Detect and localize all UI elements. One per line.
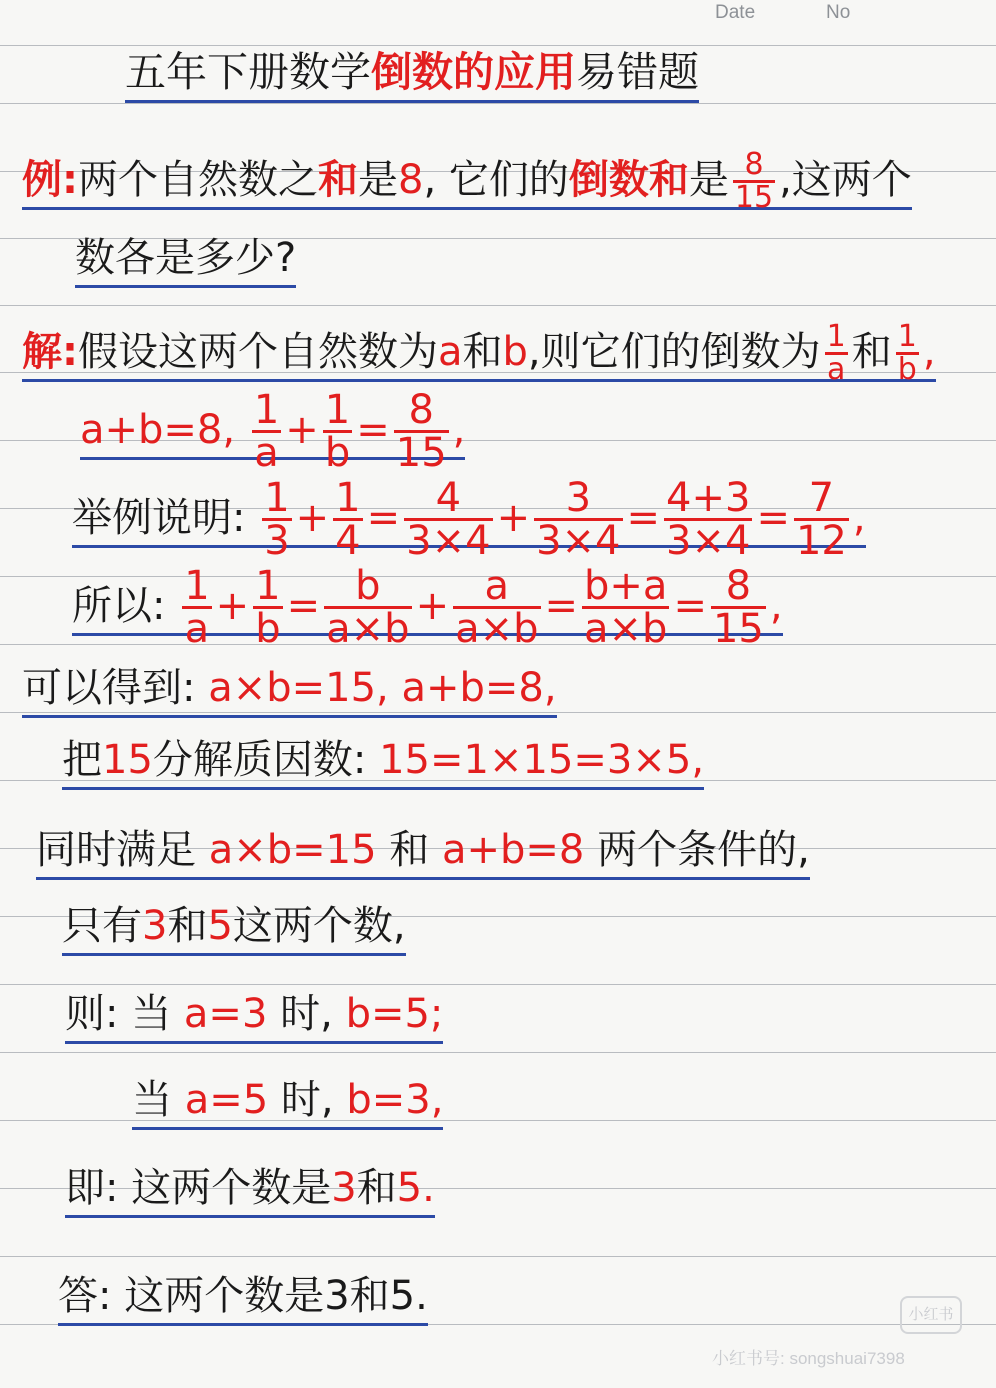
fraction-numerator: 1 <box>255 563 281 609</box>
fraction-denominator: b <box>323 430 352 473</box>
page-title <box>125 48 699 96</box>
reciprocal-b <box>896 319 919 387</box>
solution-text: 把 <box>62 737 102 783</box>
fraction-denominator: 12 <box>795 518 847 564</box>
case-a-value: a=3 <box>183 991 268 1037</box>
operator: = <box>286 582 321 629</box>
question-text: 两个自然数之 <box>78 156 318 203</box>
solution-text: 时, <box>280 991 333 1037</box>
operator: = <box>366 494 401 541</box>
fraction <box>252 387 281 476</box>
case-a-value: a=5 <box>184 1077 269 1123</box>
fraction <box>711 563 766 652</box>
watermark-id-text: 小红书号: songshuai7398 <box>712 1349 905 1368</box>
answer-line <box>58 1273 428 1319</box>
question-sum-value: 8 <box>398 156 424 203</box>
number-3: 3 <box>142 903 168 949</box>
operator: = <box>626 494 661 541</box>
fraction-denominator: b <box>896 352 919 385</box>
fraction-numerator: 1 <box>253 387 280 433</box>
question-highlight-sum: 和 <box>318 156 358 203</box>
fraction-numerator: a <box>484 563 510 609</box>
solution-text: 则: 当 <box>65 991 172 1037</box>
solution-text: 和 <box>167 903 208 949</box>
question-fraction <box>733 147 775 215</box>
fraction-numerator: 8 <box>744 147 764 182</box>
question-text: 是 <box>688 156 729 203</box>
punct: , <box>852 494 866 541</box>
fraction-denominator: 3×4 <box>666 518 751 564</box>
solution-text: 时, <box>280 1077 334 1123</box>
fraction-denominator: a×b <box>455 606 539 652</box>
question-text: 是 <box>358 156 398 203</box>
fraction <box>534 475 622 564</box>
question-text: ,这两个 <box>779 156 912 203</box>
question-text: 数各是多少? <box>75 235 296 288</box>
fraction-numerator: 1 <box>826 319 846 354</box>
punct: , <box>769 582 783 629</box>
operator: = <box>356 406 390 453</box>
operator: + <box>496 494 531 541</box>
fraction-denominator: 3×4 <box>536 518 621 564</box>
solution-text: 和 <box>851 328 892 375</box>
watermark-logo <box>900 1296 962 1334</box>
operator: = <box>673 582 707 629</box>
fraction-denominator: a×b <box>584 606 668 652</box>
solution-line-5 <box>22 665 557 711</box>
fraction-denominator: a <box>825 352 848 385</box>
question-text: , 它们的 <box>423 156 569 203</box>
fraction <box>323 387 352 476</box>
fraction-denominator: a×b <box>326 606 410 652</box>
fraction <box>324 563 411 652</box>
fraction-numerator: 8 <box>725 563 752 609</box>
punct: , <box>922 328 936 375</box>
fraction-denominator: 15 <box>395 430 447 476</box>
fraction <box>262 475 291 564</box>
factorization-equation: 15=1×15=3×5, <box>379 737 705 783</box>
fraction <box>453 563 540 652</box>
solution-line-7 <box>36 827 810 873</box>
fraction-numerator: b <box>355 563 381 609</box>
operator: + <box>215 582 250 629</box>
watermark-logo-text: 小红书 <box>908 1306 954 1323</box>
var-b: b <box>502 328 528 375</box>
fraction-denominator: 15 <box>734 180 774 215</box>
operator: = <box>544 582 579 629</box>
solution-text: 和 <box>462 328 503 375</box>
fraction <box>394 387 449 476</box>
watermark-id <box>712 1344 905 1369</box>
solution-text: 当 <box>132 1077 172 1123</box>
fraction-numerator: 1 <box>324 387 351 433</box>
fraction-denominator: 3×4 <box>406 518 491 564</box>
fraction-numerator: 4 <box>435 475 462 521</box>
solution-line-1 <box>22 319 936 387</box>
fraction <box>253 563 282 652</box>
fraction-denominator: 3 <box>264 518 290 564</box>
solution-text: 同时满足 <box>36 827 196 873</box>
solution-text: ,则它们的倒数为 <box>527 328 821 375</box>
fraction-numerator: 1 <box>335 475 361 521</box>
fraction-numerator: 1 <box>897 319 917 354</box>
fraction-denominator: b <box>253 606 282 649</box>
derived-equations: a×b=15, a+b=8, <box>208 665 557 711</box>
var-a: a <box>438 328 463 375</box>
fraction-numerator: 3 <box>565 475 592 521</box>
solution-text: 假设这两个自然数为 <box>78 328 438 375</box>
fraction <box>182 563 211 652</box>
solution-label: 解: <box>22 328 78 375</box>
can-get-label: 可以得到: <box>22 665 196 711</box>
solution-text: 分解质因数: <box>152 737 367 783</box>
fraction <box>404 475 492 564</box>
operator: = <box>756 494 790 541</box>
equation-sum: a+b=8, <box>80 406 236 453</box>
no-label: No <box>826 2 851 23</box>
fraction-denominator: 15 <box>712 606 764 652</box>
solution-line-6 <box>62 737 705 783</box>
title-part3: 易错题 <box>576 48 699 96</box>
title-highlight: 倒数的应用 <box>371 48 576 96</box>
question-line-2 <box>75 235 297 281</box>
example-label: 例: <box>22 156 78 203</box>
solution-line-8 <box>62 903 406 949</box>
number-5: 5. <box>396 1165 435 1211</box>
condition-product: a×b=15 <box>208 827 377 873</box>
solution-text: 只有 <box>62 903 142 949</box>
operator: + <box>415 582 450 629</box>
answer-text: 答: 这两个数是3和5. <box>58 1273 428 1326</box>
fraction-numerator: 7 <box>808 475 835 521</box>
fraction-numerator: 8 <box>408 387 434 433</box>
fraction-denominator: a <box>252 430 281 473</box>
fraction-denominator: 4 <box>335 518 361 564</box>
fraction <box>664 475 752 564</box>
date-label: Date <box>715 2 756 23</box>
fraction-numerator: b+a <box>584 563 668 609</box>
solution-line-4 <box>72 563 783 652</box>
condition-sum: a+b=8 <box>442 827 585 873</box>
fraction-numerator: 1 <box>264 475 290 521</box>
question-highlight-reciprocal: 倒数和 <box>568 156 689 203</box>
title-part1: 五年下册数学 <box>125 48 371 96</box>
solution-line-10 <box>132 1077 444 1123</box>
solution-line-2 <box>80 387 466 476</box>
example-illustration-label: 举例说明: <box>72 494 246 541</box>
solution-line-3 <box>72 475 866 564</box>
solution-text: 即: 这两个数是 <box>65 1165 332 1211</box>
punct: , <box>452 406 466 453</box>
case-b-value: b=3, <box>346 1077 444 1123</box>
fraction <box>794 475 849 564</box>
fraction <box>582 563 669 652</box>
case-b-value: b=5; <box>345 991 444 1037</box>
operator: + <box>285 406 319 453</box>
therefore-label: 所以: <box>72 582 166 629</box>
fraction-numerator: 4+3 <box>666 475 751 521</box>
number-5: 5 <box>207 903 233 949</box>
fraction-numerator: 1 <box>184 563 210 609</box>
number-15: 15 <box>102 737 153 783</box>
solution-text: 这两个数, <box>232 903 406 949</box>
solution-line-9 <box>65 991 444 1037</box>
solution-line-11 <box>65 1165 435 1211</box>
fraction <box>333 475 362 564</box>
question-line-1 <box>22 147 912 215</box>
operator: + <box>295 494 330 541</box>
solution-text: 和 <box>389 827 430 873</box>
solution-text: 和 <box>356 1165 397 1211</box>
fraction-denominator: a <box>182 606 211 649</box>
solution-text: 两个条件的, <box>597 827 810 873</box>
reciprocal-a <box>825 319 848 387</box>
number-3: 3 <box>331 1165 357 1211</box>
